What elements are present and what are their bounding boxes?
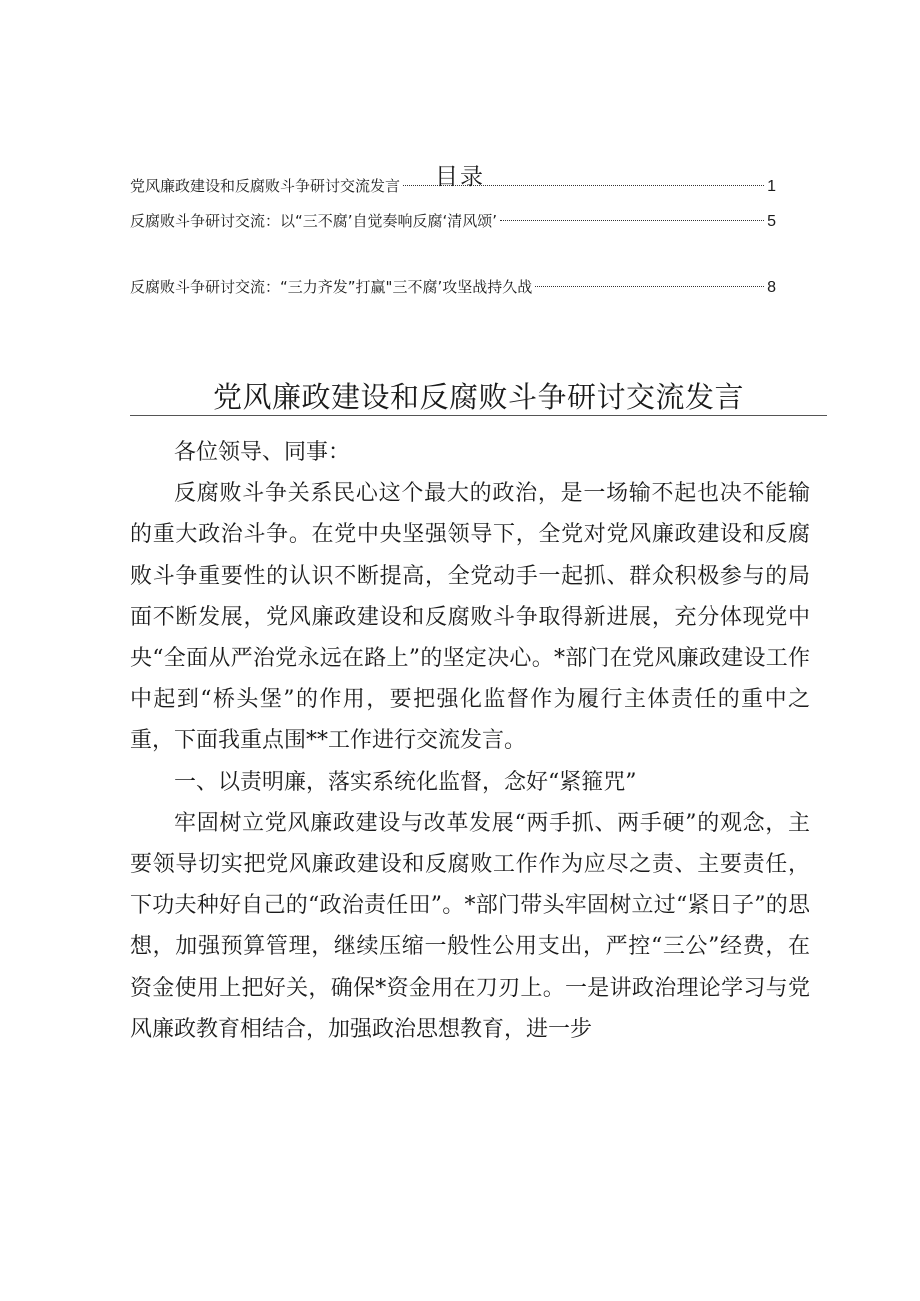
- title-divider: [130, 415, 827, 416]
- toc-entry-title: 党风廉政建设和反腐败斗争研讨交流发言: [130, 177, 401, 195]
- toc-dot-leader: [535, 286, 764, 287]
- document-title: 党风廉政建设和反腐败斗争研讨交流发言: [212, 380, 744, 414]
- toc-entry-title: 反腐败斗争研讨交流：“三力齐发”打赢"三不腐’攻坚战持久战: [130, 278, 533, 296]
- section-heading: 一、以责明廉，落实系统化监督，念好“紧箍咒”: [174, 769, 637, 795]
- toc-entry[interactable]: [130, 275, 776, 299]
- body-paragraph: 反腐败斗争关系民心这个最大的政治，是一场输不起也决不能输的重大政治斗争。在党中央坚强领导下，全党对党风廉政建设和反腐败斗争重要性的认识不断提高，全党动手一起抓、群众积极参与的局面不断发展，党风廉政建设和反腐败斗争取得新进展，充分体现党中央“全面从严治党永远在路上”的坚定决心。*部门在党风廉政建设工作中起到“桥头堡”的作用，要把强化监督作为履行主体责任的重中之重，下面我重点围**工作进行交流发言。: [130, 481, 810, 754]
- document-body: [130, 432, 810, 1050]
- body-paragraph: 牢固树立党风廉政建设与改革发展“两手抓、两手硬”的观念，主要领导切实把党风廉政建设和反腐败工作作为应尽之责、主要责任，下功夫种好自己的“政治责任田”。*部门带头牢固树立过“紧日子”的思想，加强预算管理，继续压缩一般性公用支出，严控“三公”经费，在资金使用上把好关，确保*资金用在刀刃上。一是讲政治理论学习与党风廉政教育相结合，加强政治思想教育，进一步: [130, 810, 810, 1042]
- toc-entry[interactable]: [130, 209, 776, 233]
- toc-page-number: 1: [767, 178, 776, 195]
- toc-entry-title: 反腐败斗争研讨交流：以“三不腐’自觉奏响反腐‘清风颂’: [130, 212, 498, 230]
- toc-entry[interactable]: [130, 174, 776, 198]
- toc-heading: 目录: [435, 164, 485, 190]
- toc-dot-leader: [403, 185, 764, 186]
- toc-dot-leader: [500, 220, 764, 221]
- toc-page-number: 8: [767, 279, 776, 296]
- toc-page-number: 5: [767, 213, 776, 230]
- salutation: 各位领导、同事：: [174, 440, 351, 465]
